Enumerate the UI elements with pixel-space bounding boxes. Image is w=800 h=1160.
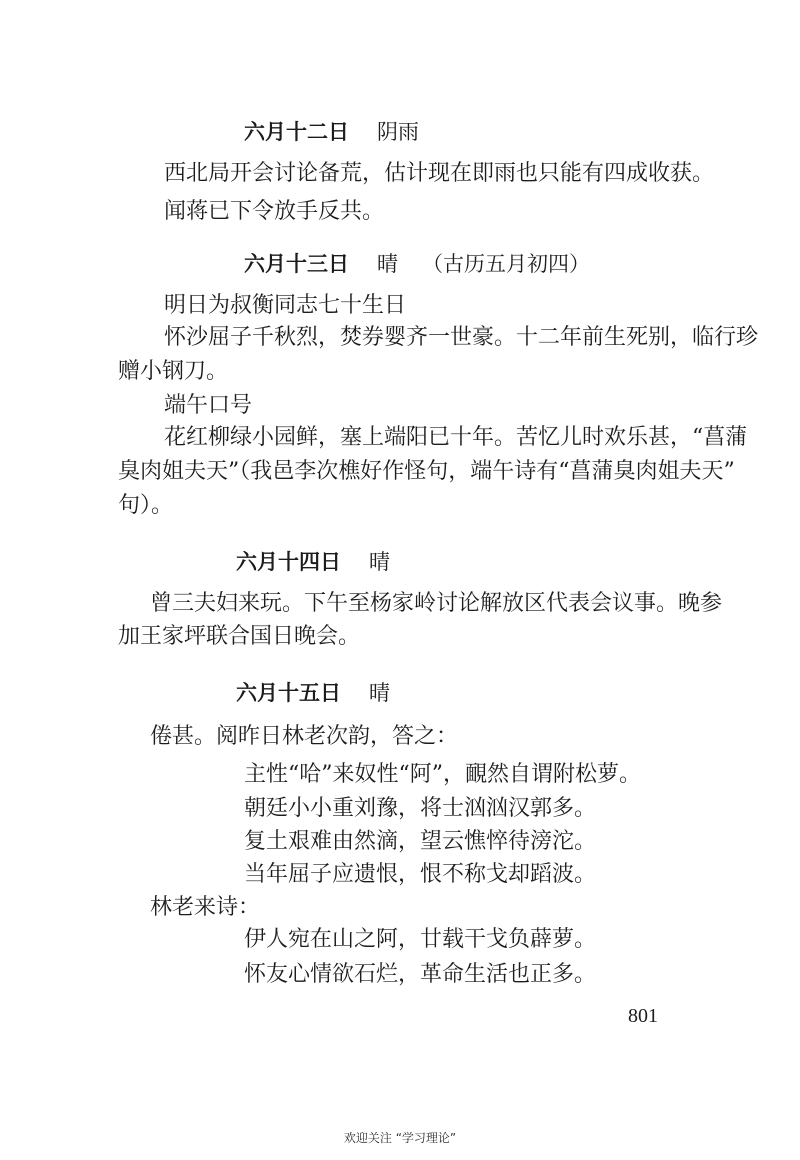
entry-weather: 阴雨	[377, 120, 419, 144]
entry-date: 六月十二日	[244, 120, 349, 144]
entry-heading-june-14	[236, 547, 390, 577]
entry-text-line: 花红柳绿小园鲜，塞上端阳已十年。苦忆儿时欢乐甚，“菖蒲	[164, 425, 748, 450]
poem-line: 伊人宛在山之阿，廿载干戈负薜萝。	[244, 927, 597, 952]
entry-text-line: 加王家坪联合国日晚会。	[118, 624, 361, 649]
poem-line: 主性“哈”来奴性“阿”，靦然自谓附松萝。	[244, 762, 641, 787]
entry-text-line: 闻蒋已下令放手反共。	[164, 199, 385, 224]
entry-text-line: 赠小钢刀。	[118, 359, 229, 384]
footer-caption: 欢迎关注 “学习理论”	[343, 1131, 457, 1145]
entry-text-line: 西北局开会讨论备荒，估计现在即雨也只能有四成收获。	[164, 161, 715, 186]
entry-lunar-note: （古历五月初四）	[422, 252, 590, 276]
entry-text-line: 怀沙屈子千秋烈，焚券婴齐一世豪。十二年前生死别，临行珍	[164, 325, 759, 350]
poem-line: 当年屈子应遗恨，恨不称戈却蹈波。	[244, 862, 597, 887]
entry-weather: 晴	[377, 252, 398, 276]
entry-intro: 倦甚。阅昨日林老次韵，答之：	[150, 724, 459, 749]
entry-text-line: 曾三夫妇来玩。下午至杨家岭讨论解放区代表会议事。晚参	[150, 591, 723, 616]
entry-text-line: 句）。	[118, 493, 174, 518]
poem-line: 复土艰难由然滴，望云憔悴待滂沱。	[244, 829, 597, 854]
entry-date: 六月十五日	[236, 681, 341, 705]
entry-text-line: 端午口号	[164, 393, 253, 418]
entry-heading-june-12	[244, 117, 419, 147]
poem-line: 朝廷小小重刘豫，将士汹汹汉郭多。	[244, 796, 597, 821]
entry-heading-june-13	[244, 249, 590, 279]
page-number: 801	[628, 1005, 658, 1027]
poem-attribution: 林老来诗：	[150, 895, 261, 920]
poem-line: 怀友心情欲石烂，革命生活也正多。	[244, 962, 597, 987]
entry-weather: 晴	[369, 681, 390, 705]
entry-heading-june-15	[236, 678, 390, 708]
entry-date: 六月十三日	[244, 252, 349, 276]
entry-weather: 晴	[369, 550, 390, 574]
entry-date: 六月十四日	[236, 550, 341, 574]
entry-text-line: 臭肉姐夫天”（我邑李次樵好作怪句，端午诗有“菖蒲臭肉姐夫天”	[118, 459, 735, 484]
entry-text-line: 明日为叔衡同志七十生日	[164, 293, 407, 318]
